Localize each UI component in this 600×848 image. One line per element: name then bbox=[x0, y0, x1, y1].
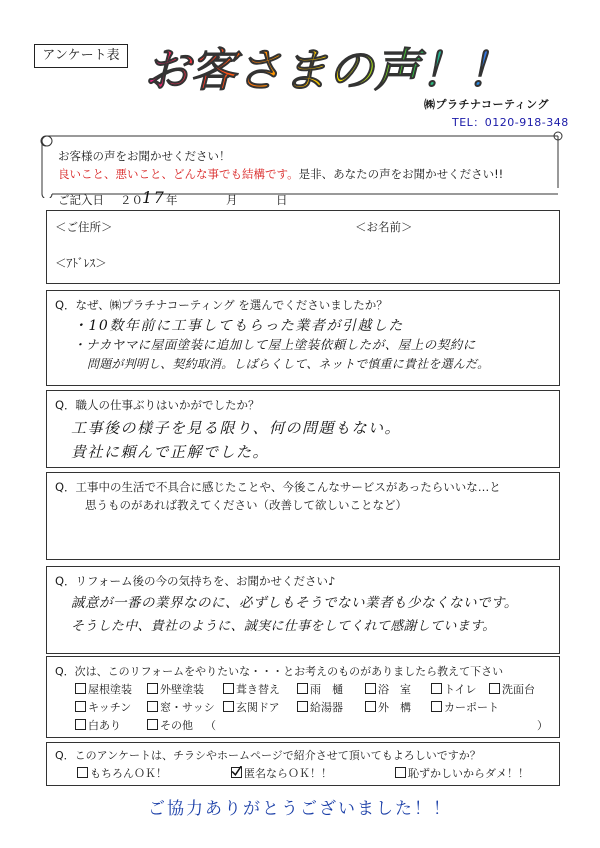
q5-option: 玄関ドア bbox=[236, 701, 280, 714]
q5-option: 雨 樋 bbox=[310, 683, 343, 696]
q6-question: Q．このアンケートは、チラシやホームページで紹介させて頂いてもよろしいですか？ bbox=[55, 749, 481, 762]
checkbox-icon[interactable] bbox=[147, 701, 158, 712]
checkbox-icon[interactable] bbox=[223, 701, 234, 712]
q4-box bbox=[46, 566, 560, 654]
thanks-message: ご協力ありがとうございました！！ bbox=[148, 799, 452, 819]
checkbox-icon[interactable] bbox=[297, 683, 308, 694]
questionnaire-tag: アンケート表 bbox=[34, 44, 128, 68]
date-year-value[interactable]: 17 bbox=[142, 188, 166, 207]
q1-answer-3[interactable]: 問題が判明し、契約取消。しばらくして、ネットで慎重に貴社を選んだ。 bbox=[87, 357, 490, 371]
q5-row3 bbox=[75, 717, 555, 733]
q6-option-3: 恥ずかしいからダメ！！ bbox=[408, 767, 529, 780]
q3-question-2: 思うものがあれば教えてください（改善して欲しいことなど） bbox=[85, 498, 407, 512]
q5-box bbox=[46, 656, 560, 738]
date-day-unit: 日 bbox=[276, 193, 288, 207]
q5-option: 葺き替え bbox=[236, 683, 280, 696]
q5-option: 白あり bbox=[88, 719, 121, 732]
checked-checkbox-icon[interactable] bbox=[231, 767, 242, 778]
q5-option: 外壁塗装 bbox=[160, 683, 204, 696]
q3-box bbox=[46, 472, 560, 560]
q6-option-2: 匿名ならＯＫ！！ bbox=[244, 767, 332, 780]
checkbox-icon[interactable] bbox=[297, 701, 308, 712]
q2-question: Q．職人の仕事ぶりはいかがでしたか？ bbox=[55, 398, 260, 412]
title-text: お客さまの声！！ bbox=[144, 43, 512, 97]
email-label: ＜ｱﾄﾞﾚｽ＞ bbox=[55, 256, 107, 270]
q5-option: 窓・サッシ bbox=[160, 701, 215, 714]
company-name: ㈱プラチナコーティング bbox=[424, 98, 549, 111]
address-box bbox=[46, 210, 560, 284]
q5-option: 洗面台 bbox=[502, 683, 535, 696]
q5-question: Q．次は、このリフォームをやりたいな・・・とお考えのものがありましたら教えて下さい bbox=[55, 665, 504, 678]
date-era: ２０ bbox=[120, 193, 143, 207]
q5-option: 給湯器 bbox=[310, 701, 343, 714]
name-label: ＜お名前＞ bbox=[355, 220, 413, 234]
checkbox-icon[interactable] bbox=[431, 701, 442, 712]
phone-number: TEL：0120-918-348 bbox=[452, 116, 569, 129]
scroll-frame bbox=[36, 130, 566, 198]
checkbox-icon[interactable] bbox=[431, 683, 442, 694]
q1-answer-2[interactable]: ・ナカヤマに屋面塗装に追加して屋上塗装依頼したが、屋上の契約に bbox=[73, 337, 476, 352]
date-year-unit: 年 bbox=[166, 193, 178, 207]
q4-answer-2[interactable]: そうした中、貴社のように、誠実に仕事をしてくれて感謝しています。 bbox=[71, 619, 496, 634]
q1-answer-1[interactable]: ・10数年前に工事してもらった業者が引越した bbox=[73, 318, 404, 334]
q2-answer-2[interactable]: 貴社に頼んで正解でした。 bbox=[71, 443, 270, 461]
q5-option: 屋根塗装 bbox=[88, 683, 132, 696]
q2-box bbox=[46, 390, 560, 468]
other-open-paren: （ bbox=[205, 719, 216, 732]
other-close-paren: ） bbox=[537, 719, 548, 732]
checkbox-icon[interactable] bbox=[75, 683, 86, 694]
date-month-unit: 月 bbox=[226, 193, 238, 207]
q5-option: カーポート bbox=[444, 701, 499, 714]
rainbow-title bbox=[118, 36, 538, 100]
q6-box bbox=[46, 742, 560, 786]
checkbox-icon[interactable] bbox=[395, 767, 406, 778]
q4-question: Q．リフォーム後の今の気持ちを、お聞かせください♪ bbox=[55, 574, 336, 588]
q3-question-1: Q．工事中の生活で不具合に感じたことや、今後こんなサービスがあったらいいな…と bbox=[55, 480, 501, 494]
q6-option-1: もちろんＯＫ！ bbox=[90, 767, 167, 780]
q5-option: 外 構 bbox=[378, 701, 411, 714]
checkbox-icon[interactable] bbox=[147, 683, 158, 694]
intro-line2 bbox=[58, 166, 503, 182]
checkbox-icon[interactable] bbox=[223, 683, 234, 694]
q4-answer-1[interactable]: 誠意が一番の業界なのに、必ずしもそうでない業者も少なくないです。 bbox=[71, 595, 518, 611]
intro-line1: お客様の声をお聞かせください！ bbox=[58, 149, 231, 163]
q5-row1 bbox=[75, 681, 555, 697]
q5-option: その他 bbox=[160, 719, 193, 732]
checkbox-icon[interactable] bbox=[75, 719, 86, 730]
q5-option: キッチン bbox=[88, 701, 132, 714]
q5-option: 浴 室 bbox=[378, 683, 411, 696]
q1-question: Q．なぜ、㈱プラチナコーティング を選んでくださいましたか？ bbox=[55, 298, 388, 312]
q5-option: トイレ bbox=[444, 683, 477, 696]
date-label: ご記入日 bbox=[58, 193, 104, 207]
checkbox-icon[interactable] bbox=[365, 701, 376, 712]
address-label: ＜ご住所＞ bbox=[55, 220, 113, 234]
q5-row2 bbox=[75, 699, 555, 715]
checkbox-icon[interactable] bbox=[489, 683, 500, 694]
checkbox-icon[interactable] bbox=[75, 701, 86, 712]
checkbox-icon[interactable] bbox=[147, 719, 158, 730]
intro-rest-text: 是非、あなたの声をお聞かせください!! bbox=[298, 167, 504, 181]
q2-answer-1[interactable]: 工事後の様子を見る限り、何の問題もない。 bbox=[71, 419, 402, 437]
checkbox-icon[interactable] bbox=[365, 683, 376, 694]
intro-red-text: 良いこと、悪いこと、どんな事でも結構です。 bbox=[58, 167, 299, 181]
q1-box bbox=[46, 290, 560, 386]
checkbox-icon[interactable] bbox=[77, 767, 88, 778]
